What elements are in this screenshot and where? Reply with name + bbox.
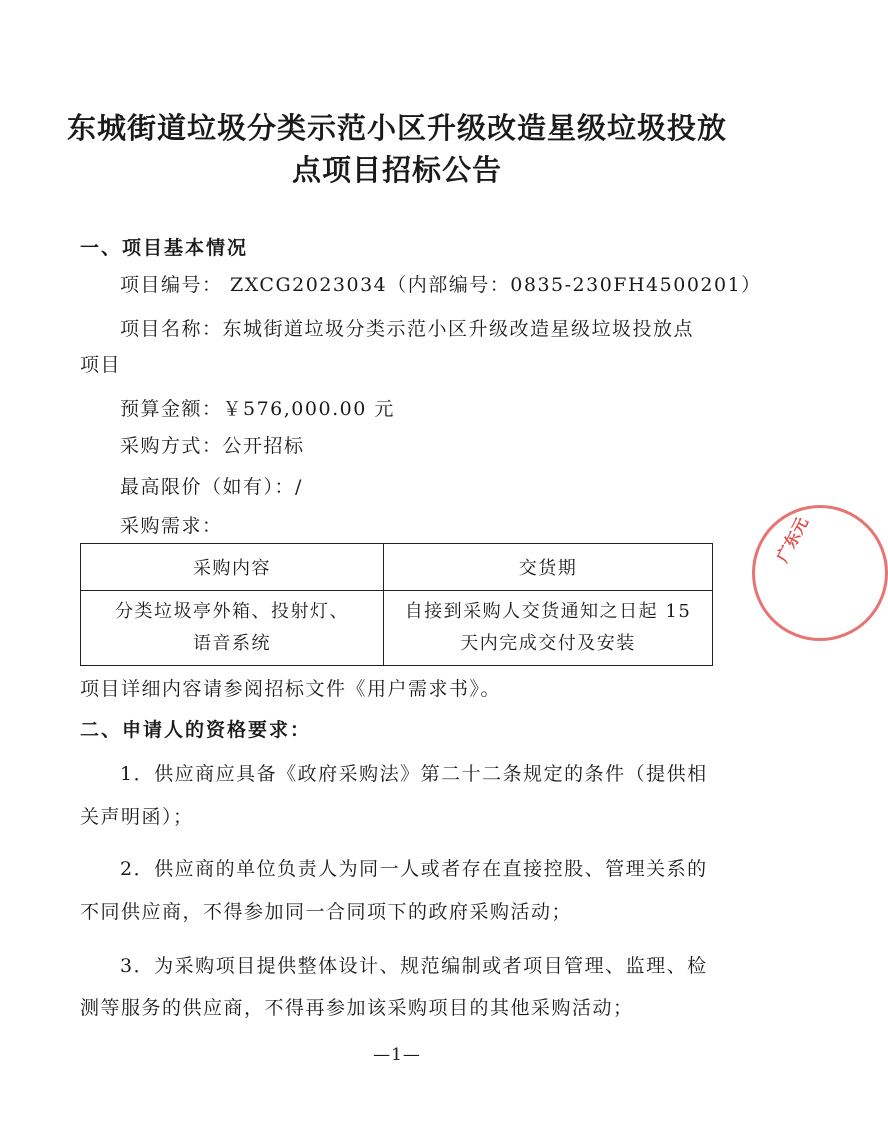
project-name-line2: 项目: [80, 354, 122, 376]
table-header-row: [81, 544, 713, 591]
document-title-line2: 点项目招标公告: [291, 153, 502, 187]
qualification-3-line1: 3．为采购项目提供整体设计、规范编制或者项目管理、监理、检: [120, 955, 708, 977]
cell-content-line1: 分类垃圾亭外箱、投射灯、: [115, 601, 349, 622]
header-delivery: 交货期: [384, 544, 713, 591]
cell-content-line2: 语音系统: [193, 633, 271, 654]
detail-note: 项目详细内容请参阅招标文件《用户需求书》。: [80, 678, 502, 700]
header-content: 采购内容: [81, 544, 384, 591]
cell-delivery-line2: 天内完成交付及安装: [460, 633, 636, 654]
document-title-line1: 东城街道垃圾分类示范小区升级改造星级垃圾投放: [66, 111, 727, 145]
cell-delivery: [384, 591, 713, 666]
page-number: —1—: [373, 1045, 421, 1065]
table-row: [81, 591, 713, 666]
qualification-3-line2: 测等服务的供应商，不得再参加该采购项目的其他采购活动；: [80, 997, 634, 1019]
budget-amount: 预算金额：￥576,000.00 元: [120, 398, 395, 420]
official-seal: [752, 505, 888, 641]
qualification-2-line2: 不同供应商，不得参加同一合同项下的政府采购活动；: [80, 901, 573, 923]
section1-heading: 一、项目基本情况: [80, 237, 249, 259]
cell-content: [81, 591, 384, 666]
cell-delivery-line1: 自接到采购人交货通知之日起 15: [404, 601, 692, 622]
procurement-method: 采购方式：公开招标: [120, 435, 305, 457]
procurement-demand-table: [80, 543, 713, 666]
seal-text: 广东元: [772, 514, 812, 566]
qualification-1-line2: 关声明函）；: [80, 806, 194, 828]
project-name-line1: 项目名称：东城街道垃圾分类示范小区升级改造星级垃圾投放点: [120, 318, 695, 340]
section2-heading: 二、申请人的资格要求：: [80, 719, 312, 741]
qualification-2-line1: 2．供应商的单位负责人为同一人或者存在直接控股、管理关系的: [120, 858, 708, 880]
qualification-1-line1: 1．供应商应具备《政府采购法》第二十二条规定的条件（提供相: [120, 763, 708, 785]
project-number: 项目编号： ZXCG2023034（内部编号：0835-230FH4500201）: [120, 274, 762, 296]
procurement-demand-label: 采购需求：: [120, 515, 223, 537]
max-price: 最高限价（如有）：/: [120, 476, 303, 498]
